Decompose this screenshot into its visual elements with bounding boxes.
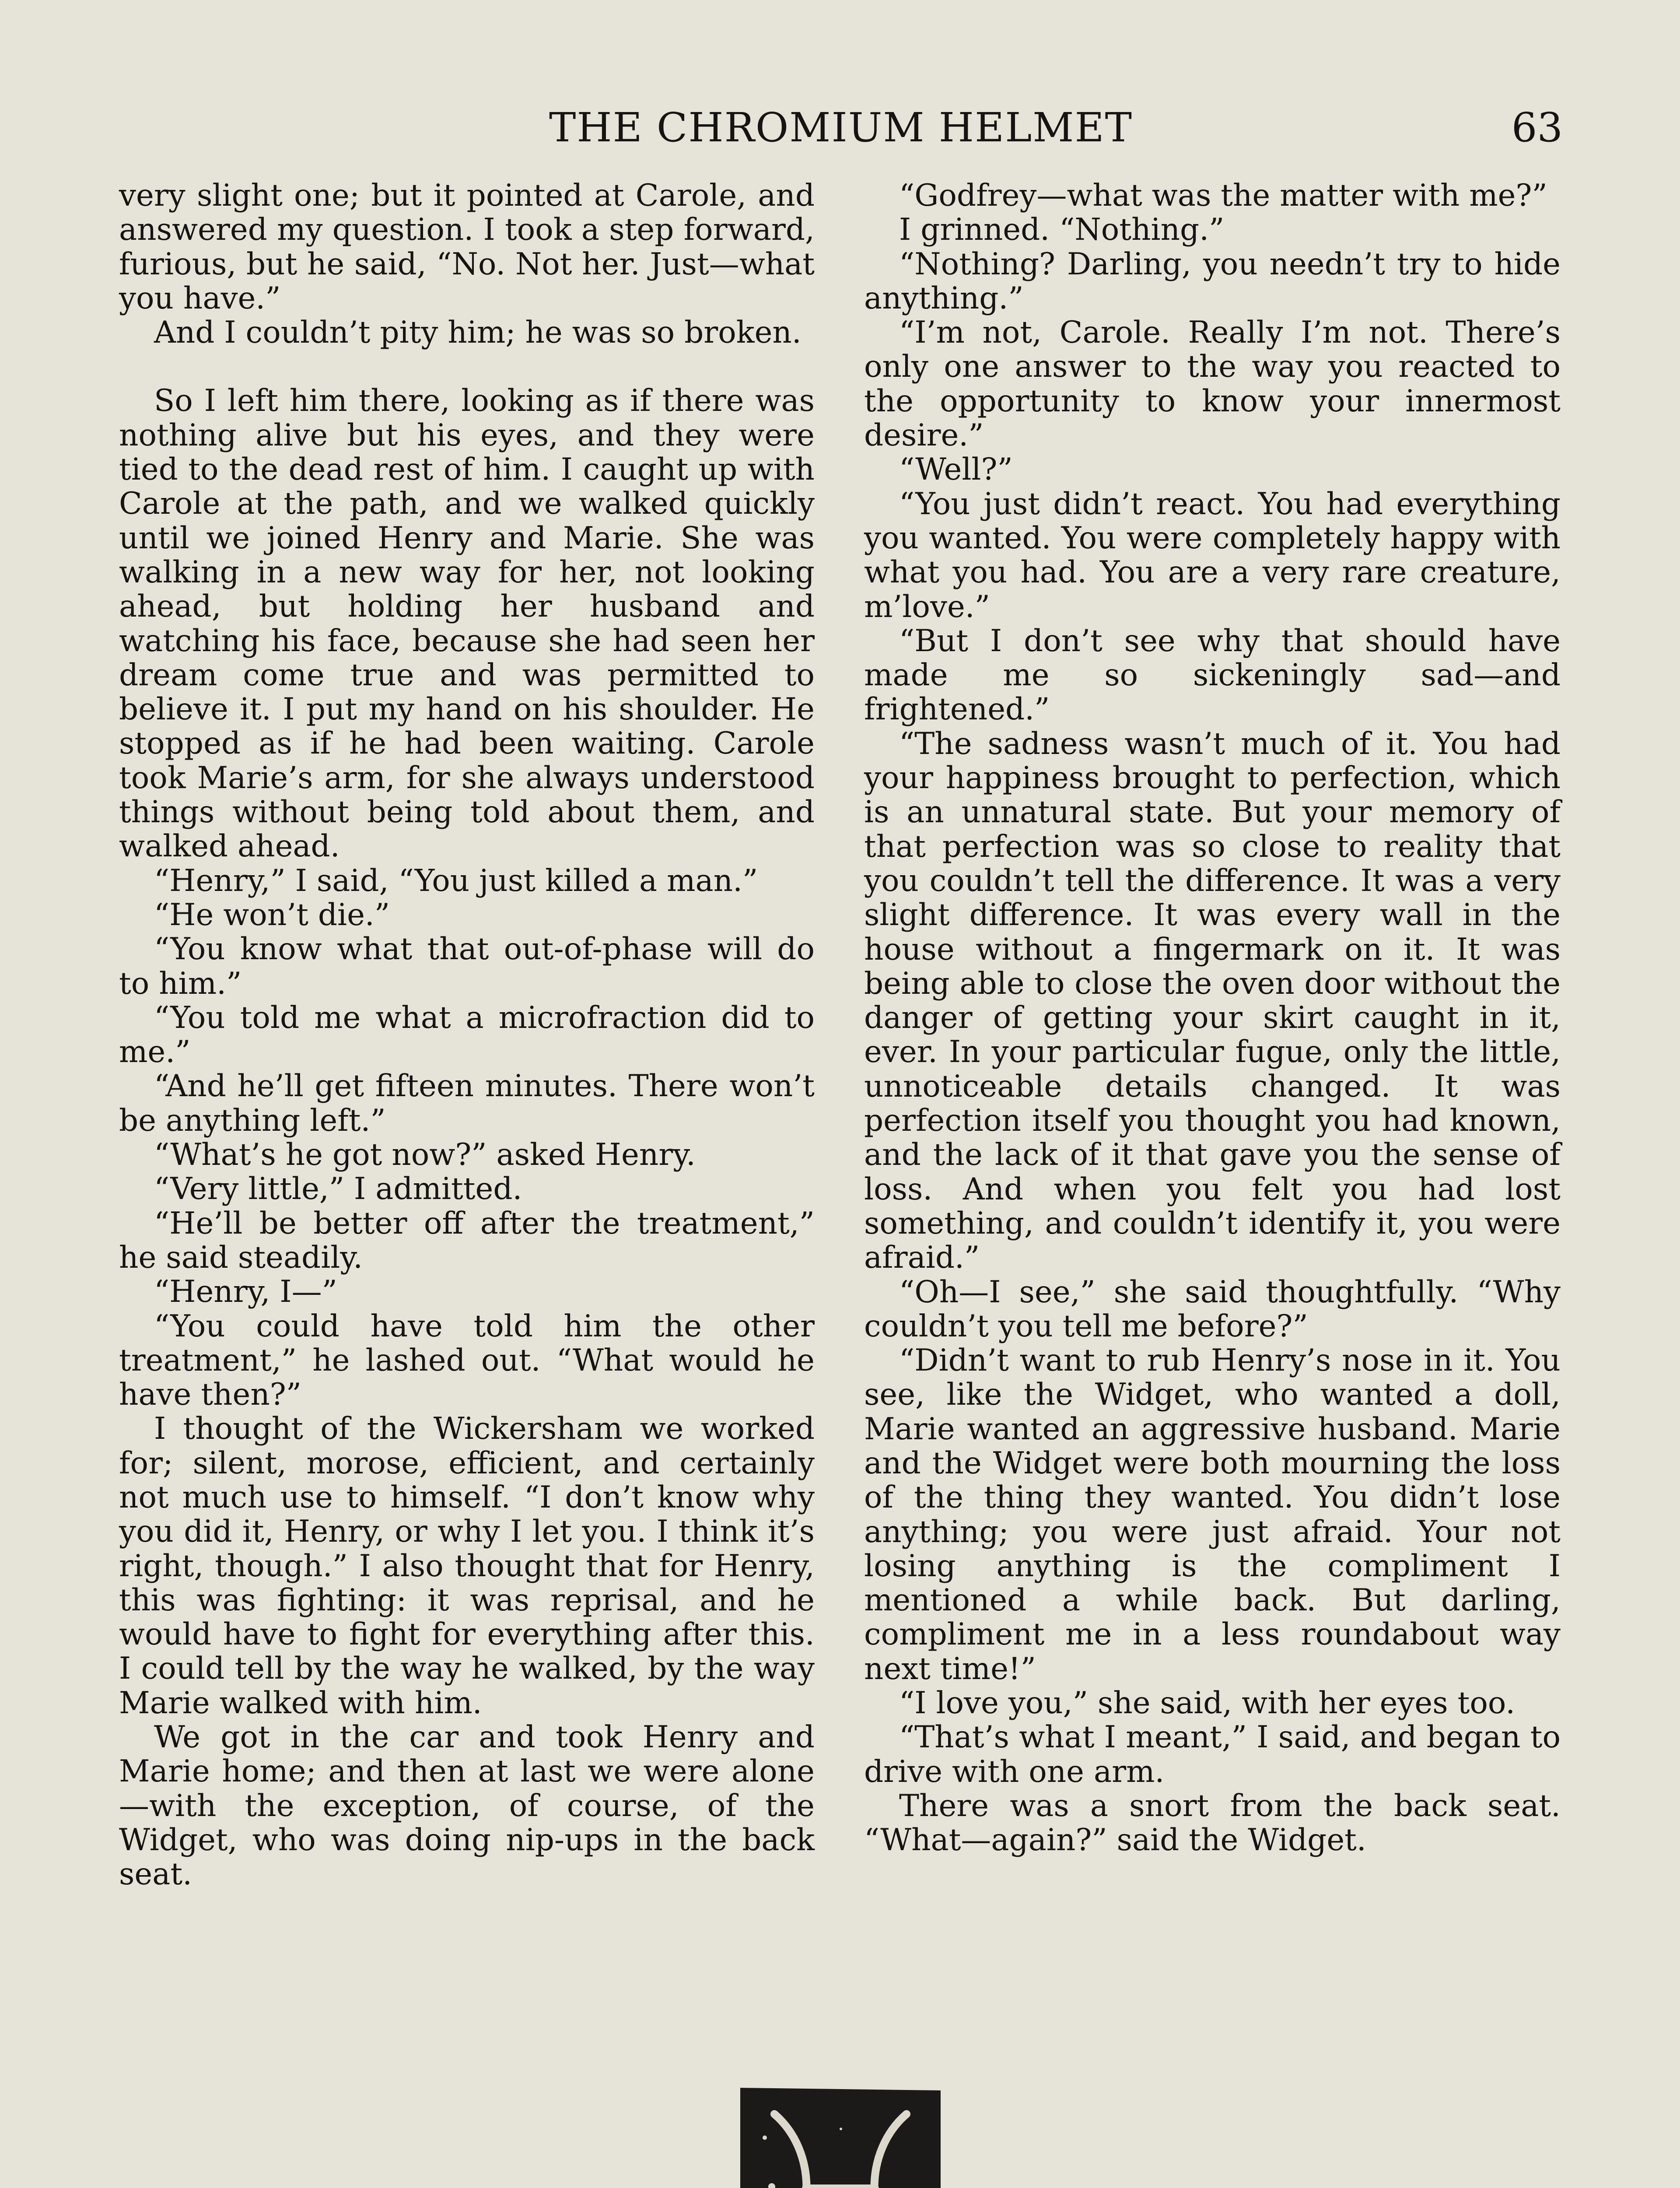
paragraph: “You told me what a microfraction did to me.” xyxy=(119,1000,815,1070)
paragraph: “Henry,” I said, “You just killed a man.” xyxy=(154,863,758,898)
paragraph: “You just didn’t react. You had everything you wanted. You were completely happy with what you had. You are a very rare creature, m’love.” xyxy=(864,486,1561,624)
paragraph: “The sadness wasn’t much of it. You had your happiness brought to perfection, which is an unnatural state. But your memory of that perfection was so close to reality that you couldn’t tell the difference. It was a very slight difference. It was every wall in the house without a fingermark on it. It was being able to close the oven door without the danger of getting your skirt caught in it, ever. In your particular fugue, only the little, unnoticeable details changed. It was perfection itself you thought you had known, and the lack of it that gave you the sense of loss. And when you felt you had lost something, and couldn’t identify it, you were afraid.” xyxy=(864,726,1561,1276)
paragraph: So I left him there, looking as if there was nothing alive but his eyes, and they were tied to the dead rest of him. I caught up with Carole at the path, and we walked quickly until we joined Henry and Marie. She was walking in a new way for her, not looking ahead, but holding her husband and watching his face, because she had seen her dream come true and was permitted to believe it. I put my hand on his shoulder. He stopped as if he had been waiting. Carole took Marie’s arm, for she always understood things without being told about them, and walked ahead. xyxy=(119,383,815,864)
paragraph: “He’ll be better off after the treatment,” he said steadily. xyxy=(119,1206,815,1275)
right-column xyxy=(864,179,1561,1858)
page-header xyxy=(119,104,1563,161)
paragraph: “That’s what I meant,” I said, and began to drive with one arm. xyxy=(864,1720,1561,1789)
paragraph: “I’m not, Carole. Really I’m not. There’s only one answer to the way you reacted to the opportunity to know your innermost desire.” xyxy=(864,315,1561,453)
paragraph: “But I don’t see why that should have made me so sickeningly sad—and frightened.” xyxy=(864,623,1561,727)
paragraph: “You know what that out-of-phase will do to him.” xyxy=(119,932,815,1001)
paragraph: We got in the car and took Henry and Marie home; and then at last we were alone—with the exception, of course, of the Widget, who was doing nip-ups in the back seat. xyxy=(119,1720,815,1892)
pisces-symbol-icon xyxy=(740,2085,941,2188)
paragraph: “And he’ll get fifteen minutes. There won’t be anything left.” xyxy=(119,1069,815,1138)
paragraph: “Nothing? Darling, you needn’t try to hide anything.” xyxy=(864,246,1561,316)
page-number: 63 xyxy=(1511,104,1563,151)
paragraph: I grinned. “Nothing.” xyxy=(899,212,1225,248)
paragraph: There was a snort from the back seat. “What—again?” said the Widget. xyxy=(864,1788,1561,1858)
paragraph: “Didn’t want to rub Henry’s nose in it. You see, like the Widget, who wanted a doll, Marie wanted an aggressive husband. Marie and the Widget were both mourning the loss of the thing they wanted. You didn’t lose anything; you were just afraid. Your not losing anything is the compliment I mentioned a while back. But darling, compliment me in a less roundabout way next time!” xyxy=(864,1343,1561,1687)
paragraph: And I couldn’t pity him; he was so broken. xyxy=(154,315,802,351)
paragraph: “I love you,” she said, with her eyes too. xyxy=(899,1686,1516,1721)
paragraph: “Henry, I—” xyxy=(154,1274,337,1310)
paragraph: “He won’t die.” xyxy=(154,897,390,933)
paragraph: I thought of the Wickersham we worked for; silent, morose, efficient, and certainly not much use to himself. “I don’t know why you did it, Henry, or why I let you. I think it’s right, though.” I also thought that for Henry, this was fighting: it was reprisal, and he would have to fight for everything after this. I could tell by the way he walked, by the way Marie walked with him. xyxy=(119,1411,815,1721)
running-title: THE CHROMIUM HELMET xyxy=(549,104,1133,151)
paragraph: “Well?” xyxy=(899,452,1013,487)
paragraph: “What’s he got now?” asked Henry. xyxy=(154,1137,696,1173)
paragraph: very slight one; but it pointed at Carole, and answered my question. I took a step forward, furious, but he said, “No. Not her. Just—what you have.” xyxy=(119,178,815,316)
paragraph: “You could have told him the other treatment,” he lashed out. “What would he have then?” xyxy=(119,1308,815,1413)
left-column xyxy=(119,179,815,1892)
paragraph: “Very little,” I admitted. xyxy=(154,1171,522,1207)
paragraph: “Godfrey—what was the matter with me?” xyxy=(899,178,1547,213)
paragraph: “Oh—I see,” she said thoughtfully. “Why couldn’t you tell me before?” xyxy=(864,1274,1561,1344)
